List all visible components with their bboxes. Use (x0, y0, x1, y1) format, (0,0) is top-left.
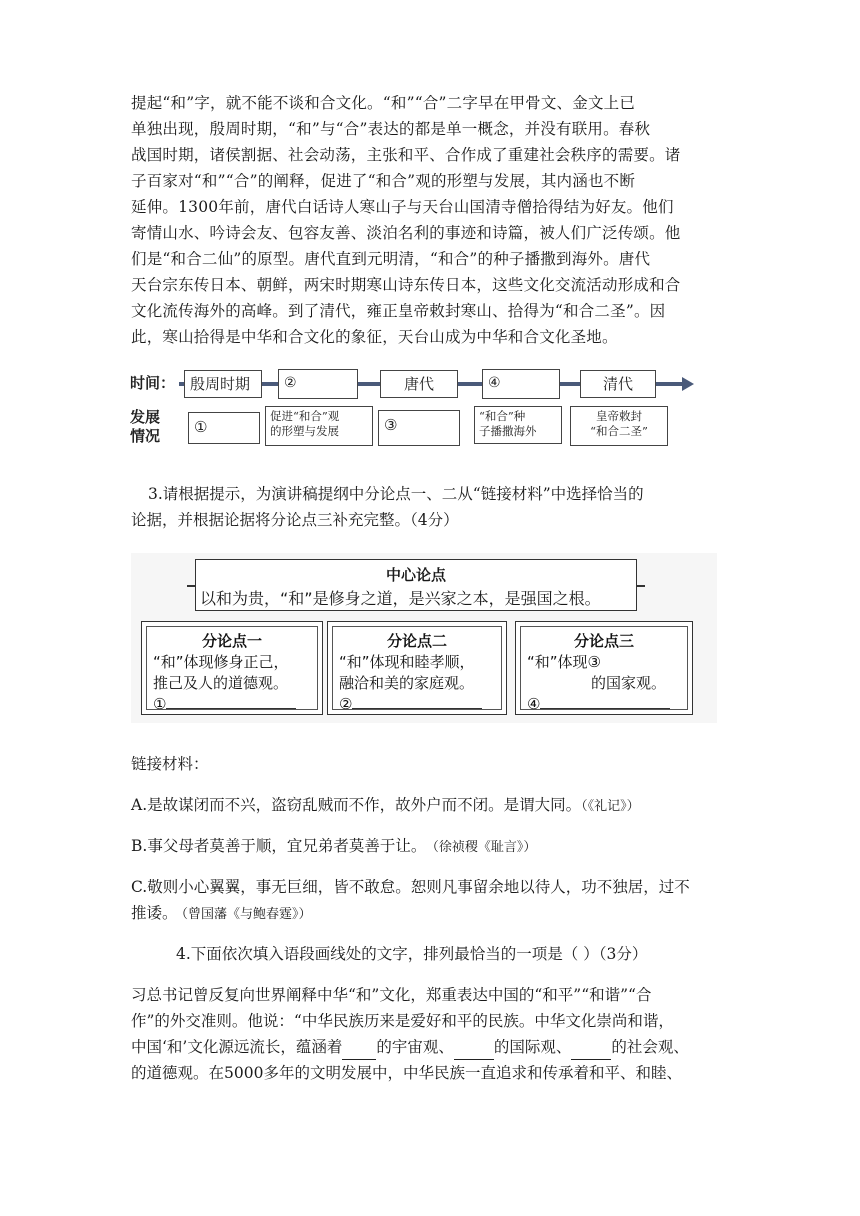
development-text: ① (194, 418, 208, 436)
passage2-line: 的道德观。在5000多年的文明发展中，中华民族一直追求和传承着和平、和睦、 (131, 1064, 682, 1082)
material-b: B.事父母者莫善于顺，宜兄弟者莫善于让。 （徐祯稷《耻言》） (131, 837, 537, 855)
passage2-line: 习总书记曾反复向世界阐释中华“和”文化，郑重表达中国的“和平”“和谐”“合 (131, 986, 652, 1004)
sub-point-inner (332, 626, 502, 713)
development-text: “和合”种 (479, 409, 526, 423)
development-box (570, 406, 668, 446)
development-box (474, 406, 562, 444)
sub-point-text: “和”体现③ (527, 653, 601, 671)
period-label: 清代 (602, 375, 633, 393)
sub-point-box (515, 621, 693, 715)
center-thesis-title: 中心论点 (385, 566, 446, 584)
center-thesis-box (195, 559, 637, 611)
sub-point-text: “和”体现修身正己， (153, 653, 289, 671)
passage2-line: 中国‘和’文化源远流长，蕴涵着 的宇宙观、 的国际观、 的社会观、 (131, 1034, 689, 1060)
period-box-blank (482, 369, 560, 399)
passage-line: 提起“和”字，就不能不谈和合文化。“和”“合”二字早在甲骨文、金文上已 (131, 94, 636, 112)
question-4: 4.下面依次填入语段画线处的文字，排列最恰当的一项是（ ）（3分） (176, 945, 648, 963)
sub-point-text: 推己及人的道德观。 (153, 674, 289, 692)
sub-point-inner (520, 626, 688, 713)
connector-line (187, 585, 195, 587)
development-box-blank (188, 412, 260, 444)
development-text: 子播撒海外 (479, 424, 537, 438)
development-label: 发展 (130, 408, 161, 426)
passage-line: 天台宗东传日本、朝鲜，两宋时期寒山诗东传日本，这些文化交流活动形成和合 (131, 276, 681, 294)
period-box (580, 370, 656, 398)
sub-point-title: 分论点二 (386, 632, 447, 650)
passage-line: 延伸。1300年前，唐代白话诗人寒山子与天台山国清寺僧拾得结为好友。他们 (131, 198, 674, 216)
sub-point-box (141, 621, 323, 715)
development-label: 情况 (130, 427, 161, 445)
passage-line: 战国时期，诸侯割据、社会动荡，主张和平、合作成了重建社会秩序的需要。诸 (131, 146, 681, 164)
development-text: 皇帝敕封 (596, 409, 642, 423)
material-c-line: C.敬则小心翼翼，事无巨细，皆不敢怠。恕则凡事留余地以待人，功不独居，过不 (131, 878, 690, 896)
passage-line: 们是“和合二仙”的原型。唐代直到元明清，“和合”的种子播撒到海外。唐代 (131, 250, 651, 268)
question-3-line: 3.请根据提示，为演讲稿提纲中分论点一、二从“链接材料”中选择恰当的 (148, 485, 644, 503)
sub-point-title: 分论点一 (201, 632, 262, 650)
passage-line: 此，寒山拾得是中华和合文化的象征，天台山成为中华和合文化圣地。 (131, 328, 618, 346)
question-3-line: 论据，并根据论据将分论点三补充完整。（4分） (131, 511, 459, 529)
sub-point-blank: ④ (527, 694, 681, 715)
development-text: 的形塑与发展 (270, 424, 339, 438)
period-label: 唐代 (403, 375, 434, 393)
connector-line (637, 585, 645, 587)
development-box (265, 406, 373, 446)
sub-point-box (327, 621, 507, 715)
sub-point-text: 的国家观。 (591, 674, 667, 692)
development-text: “和合二圣” (590, 424, 648, 438)
sub-point-blank: ② (339, 694, 495, 715)
development-box-blank (378, 410, 460, 446)
sub-point-text: 融洽和美的家庭观。 (339, 674, 475, 692)
passage-line: 文化流传海外的高峰。到了清代，雍正皇帝敕封寒山、拾得为“和合二圣”。因 (131, 302, 666, 320)
passage-line: 单独出现，殷周时期，“和”与“合”表达的都是单一概念，并没有联用。春秋 (131, 120, 651, 138)
period-box (380, 370, 458, 398)
passage-line: 子百家对“和”“合”的阐释，促进了“和合”观的形塑与发展，其内涵也不断 (131, 172, 636, 190)
sub-point-inner (146, 626, 318, 713)
sub-point-blank: ① (153, 694, 311, 715)
sub-point-title: 分论点三 (573, 632, 634, 650)
period-label: 殷周时期 (190, 375, 251, 393)
material-a: A.是故谋闭而不兴，盗窃乱贼而不作，故外户而不闭。是谓大同。（《礼记》） (131, 796, 640, 814)
material-c-line: 推诿。 （曾国藩《与鲍春霆》） (131, 904, 312, 922)
time-label: 时间： (130, 374, 176, 392)
timeline-figure (130, 366, 690, 450)
sub-point-text: “和”体现和睦孝顺， (339, 653, 475, 671)
development-text: ③ (384, 416, 398, 434)
period-label: ② (284, 375, 297, 391)
timeline-arrow-icon (682, 377, 694, 391)
passage2-line: 作”的外交准则。他说：“中华民族历来是爱好和平的民族。中华文化崇尚和谐， (131, 1012, 674, 1030)
period-box (184, 370, 262, 398)
outline-figure (131, 553, 717, 723)
period-box-blank (278, 369, 358, 399)
center-thesis-text: 以和为贵，“和”是修身之道，是兴家之本，是强国之根。 (200, 589, 601, 608)
passage-line: 寄情山水、吟诗会友、包容友善、淡泊名利的事迹和诗篇，被人们广泛传颂。他 (131, 224, 681, 242)
materials-heading: 链接材料： (131, 755, 209, 773)
period-label: ④ (488, 375, 501, 391)
passage (131, 90, 731, 350)
development-text: 促进“和合”观 (270, 409, 340, 423)
